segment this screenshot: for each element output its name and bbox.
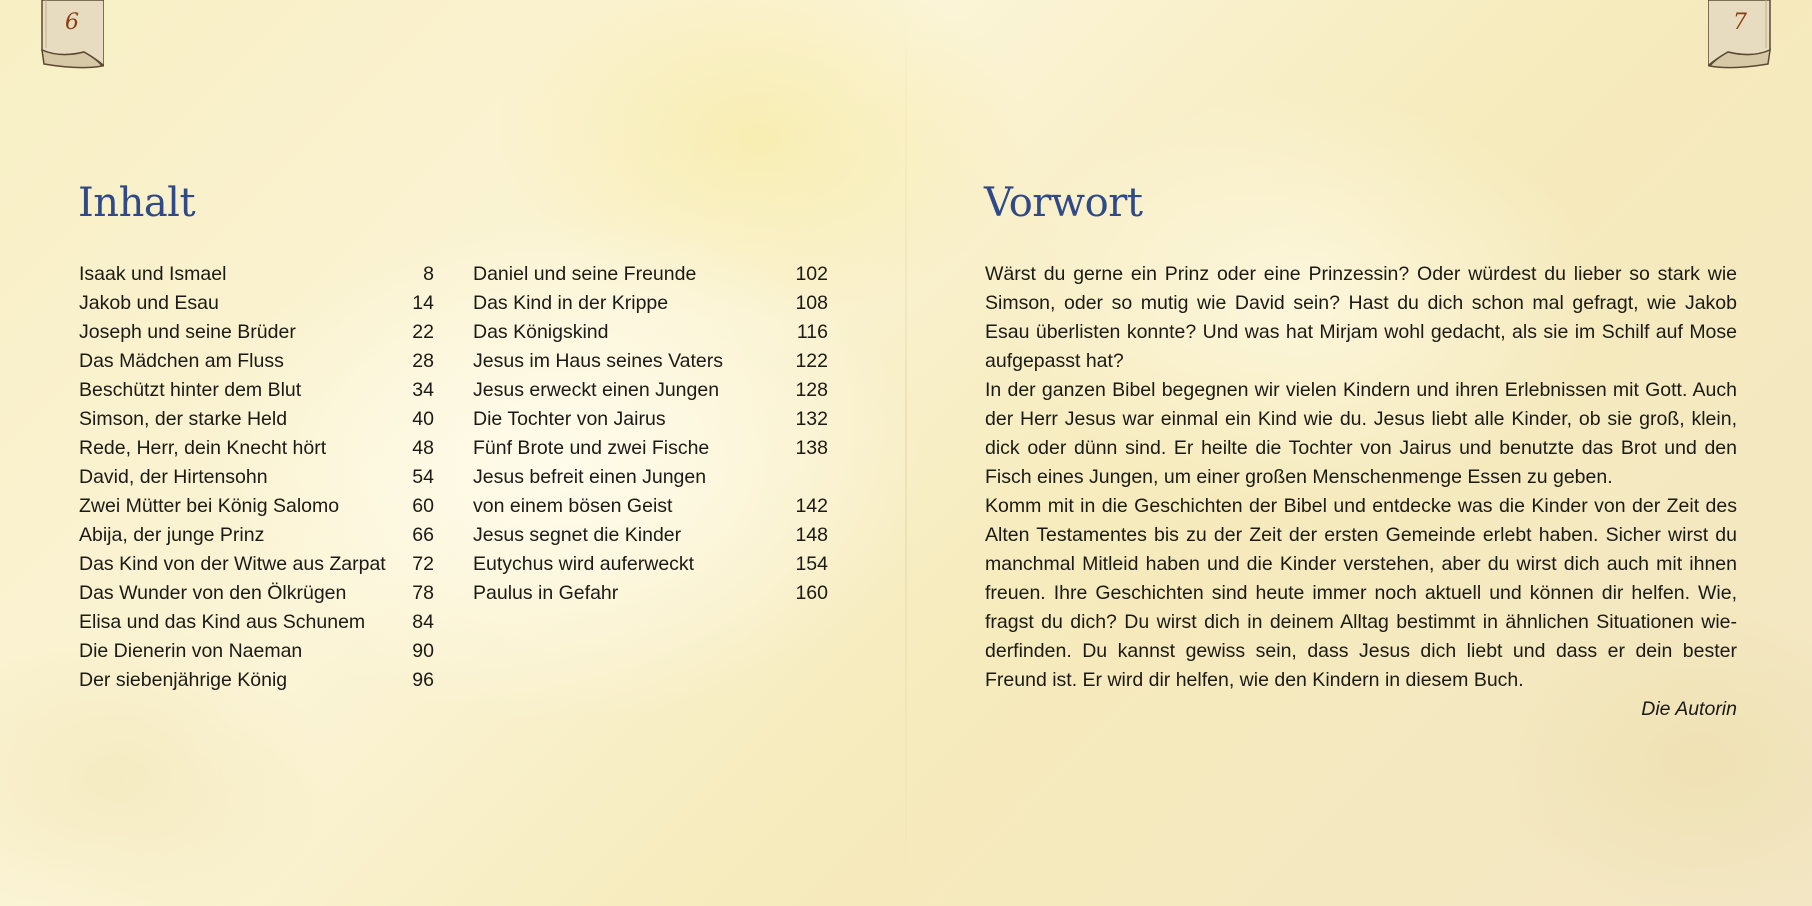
toc-entry-page: 116	[796, 321, 828, 343]
toc-entry[interactable]	[79, 463, 434, 492]
toc-entry-title: Abija, der junge Prinz	[79, 524, 265, 546]
toc-entry-page: 78	[412, 582, 434, 604]
toc-entry-page: 34	[412, 379, 434, 401]
toc-entry[interactable]	[473, 579, 828, 608]
toc-entry-title: Daniel und seine Freunde	[473, 263, 697, 285]
toc-entry-page: 22	[412, 321, 434, 343]
toc-entry-page: 142	[795, 495, 828, 517]
toc-entry-title: Eutychus wird auferweckt	[473, 553, 695, 575]
toc-entry-title: von einem bösen Geist	[473, 495, 673, 517]
toc-entry[interactable]	[79, 492, 434, 521]
toc-entry-page: 66	[412, 524, 434, 546]
toc-entry[interactable]	[79, 376, 434, 405]
toc-entry-page: 8	[423, 263, 434, 285]
toc-entry-page: 60	[412, 495, 434, 517]
toc-entry[interactable]	[79, 637, 434, 666]
toc-entry-title: Das Königskind	[473, 321, 609, 343]
toc-entry-page: 90	[412, 640, 434, 662]
preface-paragraph: Komm mit in die Geschichten der Bibel und entdecke was die Kinder von der Zeit des Alten Testamentes bis zu der Zeit der ersten Gemeinde erlebt haben. Sicher wirst du manchmal Mitleid haben und die Kinder verstehen, aber du wirst dich auch mit ihnen freuen. Ihre Geschichten sind heute immer noch aktuell und können dir helfen. Wie, fragst du dich? Du wirst dich in deinem Alltag bestimmt in ähnlichen Situationen wiederfinden. Du kannst gewiss sein, dass Jesus dich liebt und dass er dein bester Freund ist. Er wird dir helfen, wie den Kindern in diesem Buch.	[985, 495, 1737, 691]
toc-entry[interactable]	[79, 289, 434, 318]
toc-entry[interactable]	[473, 318, 828, 347]
page-number-right: 7	[1733, 10, 1747, 35]
page-number-tab-right	[1708, 0, 1772, 70]
toc-entry-page: 122	[795, 350, 828, 372]
page-number-tab-left	[40, 0, 104, 70]
toc-entry-title: Jesus im Haus seines Vaters	[473, 350, 723, 372]
toc-entry-page: 54	[412, 466, 434, 488]
toc-entry-title: Die Tochter von Jairus	[473, 408, 666, 430]
toc-entry-page: 48	[412, 437, 434, 459]
toc-entry-page: 154	[795, 553, 828, 575]
preface-paragraph: In der ganzen Bibel begegnen wir vielen Kindern und ihren Erlebnissen mit Gott. Auch der Herr Jesus war einmal ein Kind wie du. Jesus liebt alle Kinder, ob sie groß, klein, dick oder dünn sind. Er heilte die Tochter von Jairus und benutzte das Brot und den Fisch eines Jungen, um einer großen Menschenmenge Essen zu geben.	[985, 379, 1737, 488]
toc-entry-title: Der siebenjährige König	[79, 669, 288, 691]
toc-column-2	[473, 260, 828, 608]
toc-entry[interactable]	[473, 289, 828, 318]
toc-entry[interactable]	[79, 550, 434, 579]
toc-entry-title: Paulus in Gefahr	[473, 582, 619, 604]
toc-entry-title: Jesus befreit einen Jungen	[473, 466, 707, 488]
toc-entry[interactable]	[473, 550, 828, 579]
toc-entry[interactable]	[79, 318, 434, 347]
toc-entry[interactable]	[79, 405, 434, 434]
toc-entry-title: Simson, der starke Held	[79, 408, 288, 430]
preface-heading: Vorwort	[984, 180, 1143, 226]
toc-entry-page: 128	[795, 379, 828, 401]
toc-entry-title: Jakob und Esau	[79, 292, 219, 314]
page-number-left: 6	[65, 10, 79, 35]
toc-entry[interactable]	[473, 347, 828, 376]
toc-entry-title: Das Wunder von den Ölkrügen	[79, 582, 347, 604]
toc-entry[interactable]	[473, 463, 828, 492]
toc-entry-title: Das Mädchen am Fluss	[79, 350, 284, 372]
book-spine	[905, 0, 907, 906]
toc-entry[interactable]	[79, 260, 434, 289]
toc-entry[interactable]	[473, 492, 828, 521]
toc-entry-title: David, der Hirtensohn	[79, 466, 268, 488]
toc-entry-page: 28	[412, 350, 434, 372]
toc-entry-title: Elisa und das Kind aus Schunem	[79, 611, 366, 633]
toc-entry[interactable]	[473, 260, 828, 289]
toc-entry-title: Das Kind von der Witwe aus Zarpat	[79, 553, 386, 575]
toc-entry-page: 138	[795, 437, 828, 459]
toc-entry-title: Rede, Herr, dein Knecht hört	[79, 437, 327, 459]
preface-body	[985, 260, 1737, 724]
toc-entry-title: Joseph und seine Brüder	[79, 321, 296, 343]
toc-entry[interactable]	[79, 521, 434, 550]
toc-entry-page: 72	[412, 553, 434, 575]
toc-entry-page: 160	[795, 582, 828, 604]
toc-entry-page: 40	[412, 408, 434, 430]
toc-entry[interactable]	[79, 608, 434, 637]
toc-entry-page: 132	[795, 408, 828, 430]
toc-entry[interactable]	[473, 376, 828, 405]
toc-entry[interactable]	[79, 434, 434, 463]
toc-entry-page: 84	[412, 611, 434, 633]
toc-entry-title: Die Dienerin von Naeman	[79, 640, 303, 662]
toc-entry-title: Fünf Brote und zwei Fische	[473, 437, 710, 459]
toc-entry-page: 102	[795, 263, 828, 285]
toc-entry-page: 96	[412, 669, 434, 691]
toc-entry[interactable]	[79, 666, 434, 695]
toc-entry-title: Jesus segnet die Kinder	[473, 524, 682, 546]
toc-entry-title: Jesus erweckt einen Jungen	[473, 379, 720, 401]
toc-entry[interactable]	[79, 579, 434, 608]
toc-entry-title: Isaak und Ismael	[79, 263, 227, 285]
toc-entry[interactable]	[473, 521, 828, 550]
preface-paragraph: Wärst du gerne ein Prinz oder eine Prinzessin? Oder würdest du lieber so stark wie Simson, oder so mutig wie David sein? Hast du dich schon mal gefragt, wie Jakob Esau überlisten konnte? Und was hat Mirjam wohl gedacht, als sie im Schilf auf Mose aufgepasst hat?	[985, 263, 1737, 372]
toc-entry[interactable]	[473, 405, 828, 434]
toc-entry-page: 108	[795, 292, 828, 314]
toc-entry[interactable]	[473, 434, 828, 463]
toc-entry-title: Das Kind in der Krippe	[473, 292, 669, 314]
preface-signature: Die Autorin	[1641, 698, 1737, 720]
toc-entry-title: Zwei Mütter bei König Salomo	[79, 495, 340, 517]
toc-entry[interactable]	[79, 347, 434, 376]
toc-entry-title: Beschützt hinter dem Blut	[79, 379, 302, 401]
toc-column-1	[79, 260, 434, 695]
toc-entry-page: 148	[795, 524, 828, 546]
toc-entry-page: 14	[412, 292, 434, 314]
toc-heading: Inhalt	[78, 180, 196, 226]
